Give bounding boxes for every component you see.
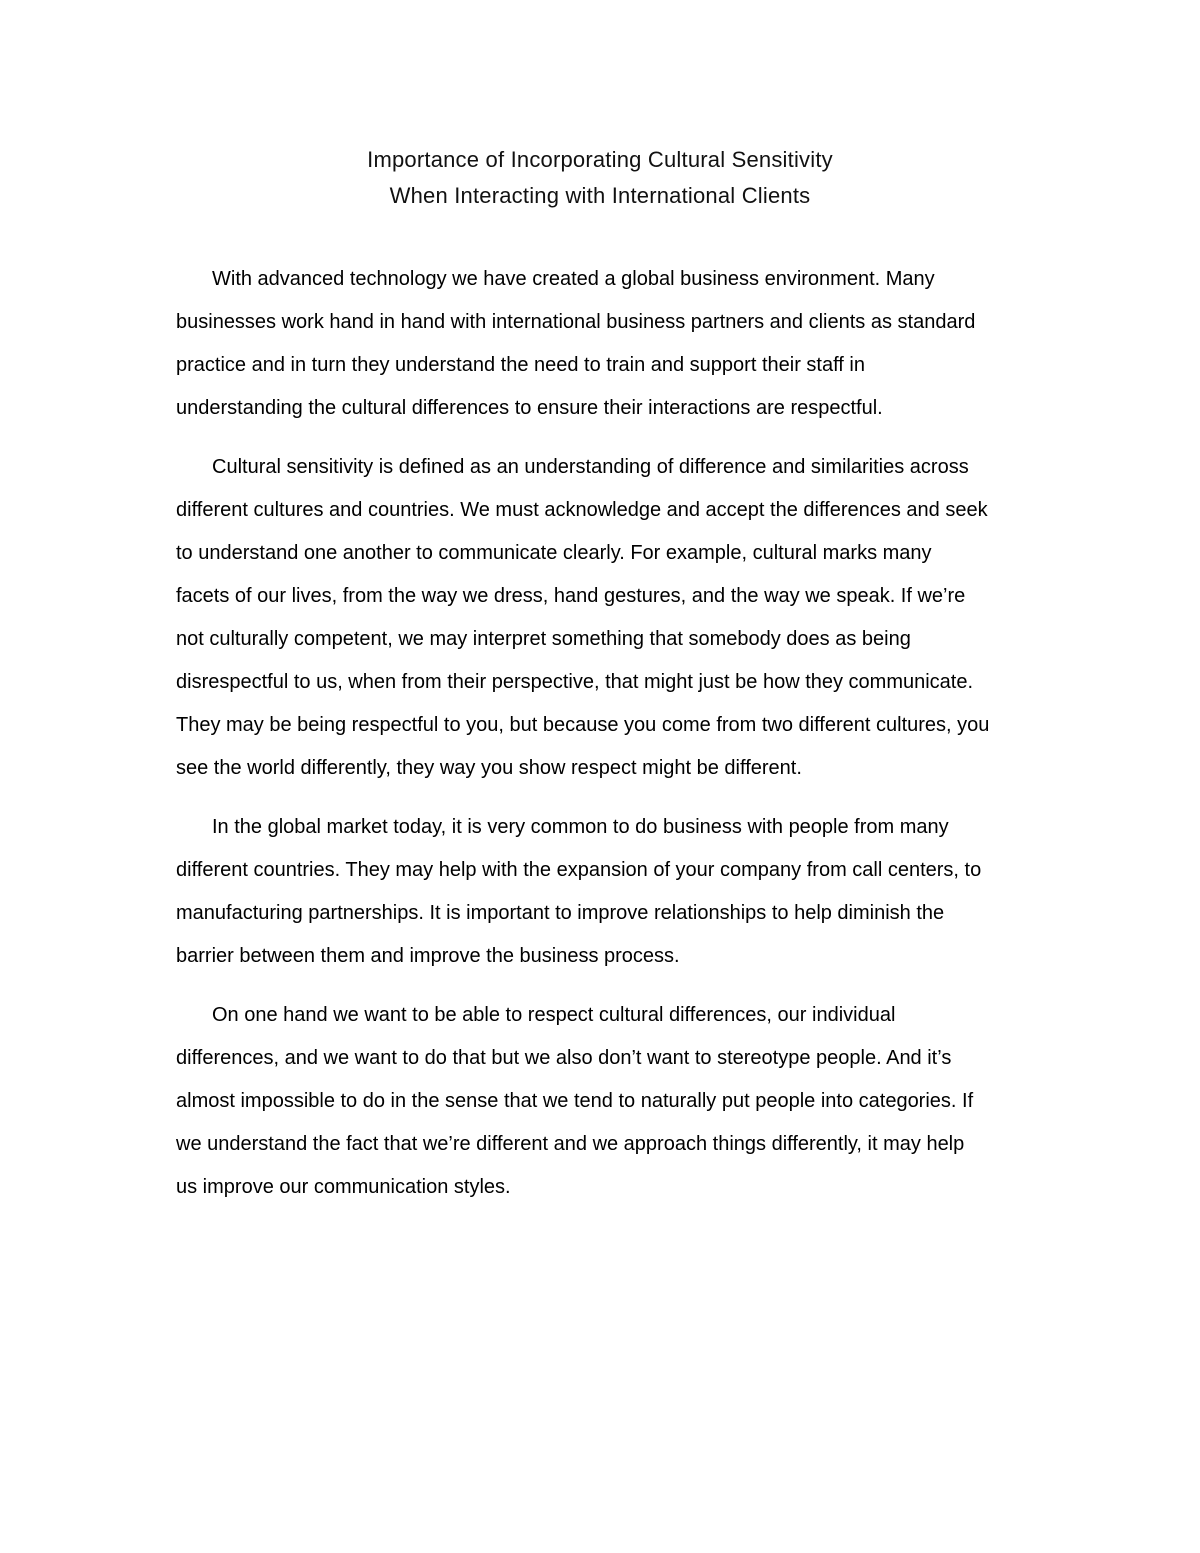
paragraph-line: practice and in turn they understand the need to train and support their staff in: [176, 354, 865, 376]
paragraph-line: manufacturing partnerships. It is important to improve relationships to help diminish the: [176, 902, 945, 924]
document-body: [176, 258, 1076, 1225]
paragraph-line: not culturally competent, we may interpret something that somebody does as being: [176, 628, 911, 650]
paragraph-line: us improve our communication styles.: [176, 1176, 511, 1198]
document-title: [0, 142, 1200, 214]
title-line-2: When Interacting with International Clients: [389, 183, 811, 208]
paragraph-line: disrespectful to us, when from their perspective, that might just be how they communicate.: [176, 671, 974, 693]
paragraph-line: different cultures and countries. We must acknowledge and accept the differences and seek: [176, 499, 988, 521]
paragraph-line: facets of our lives, from the way we dress, hand gestures, and the way we speak. If we’re: [176, 585, 966, 607]
paragraph-line: almost impossible to do in the sense that we tend to naturally put people into categories. If: [176, 1090, 974, 1112]
paragraph-line: businesses work hand in hand with international business partners and clients as standard: [176, 311, 976, 333]
paragraph-line: see the world differently, they way you show respect might be different.: [176, 757, 802, 779]
paragraph-line: differences, and we want to do that but we also don’t want to stereotype people. And it’s: [176, 1047, 952, 1069]
paragraph-1: [176, 258, 1076, 430]
paragraph-line: Cultural sensitivity is defined as an understanding of difference and similarities across: [212, 456, 969, 478]
paragraph-line: On one hand we want to be able to respect cultural differences, our individual: [212, 1004, 896, 1026]
paragraph-line: barrier between them and improve the business process.: [176, 945, 680, 967]
paragraph-line: With advanced technology we have created a global business environment. Many: [212, 268, 935, 290]
title-line-1: Importance of Incorporating Cultural Sensitivity: [367, 147, 833, 172]
paragraph-line: understanding the cultural differences to ensure their interactions are respectful.: [176, 397, 883, 419]
paragraph-line: to understand one another to communicate clearly. For example, cultural marks many: [176, 542, 932, 564]
paragraph-line: we understand the fact that we’re different and we approach things differently, it may help: [176, 1133, 965, 1155]
paragraph-3: [176, 806, 1076, 978]
paragraph-4: [176, 994, 1076, 1209]
paragraph-line: They may be being respectful to you, but because you come from two different cultures, you: [176, 714, 990, 736]
paragraph-line: In the global market today, it is very common to do business with people from many: [212, 816, 949, 838]
paragraph-line: different countries. They may help with the expansion of your company from call centers, to: [176, 859, 982, 881]
paragraph-2: [176, 446, 1076, 790]
